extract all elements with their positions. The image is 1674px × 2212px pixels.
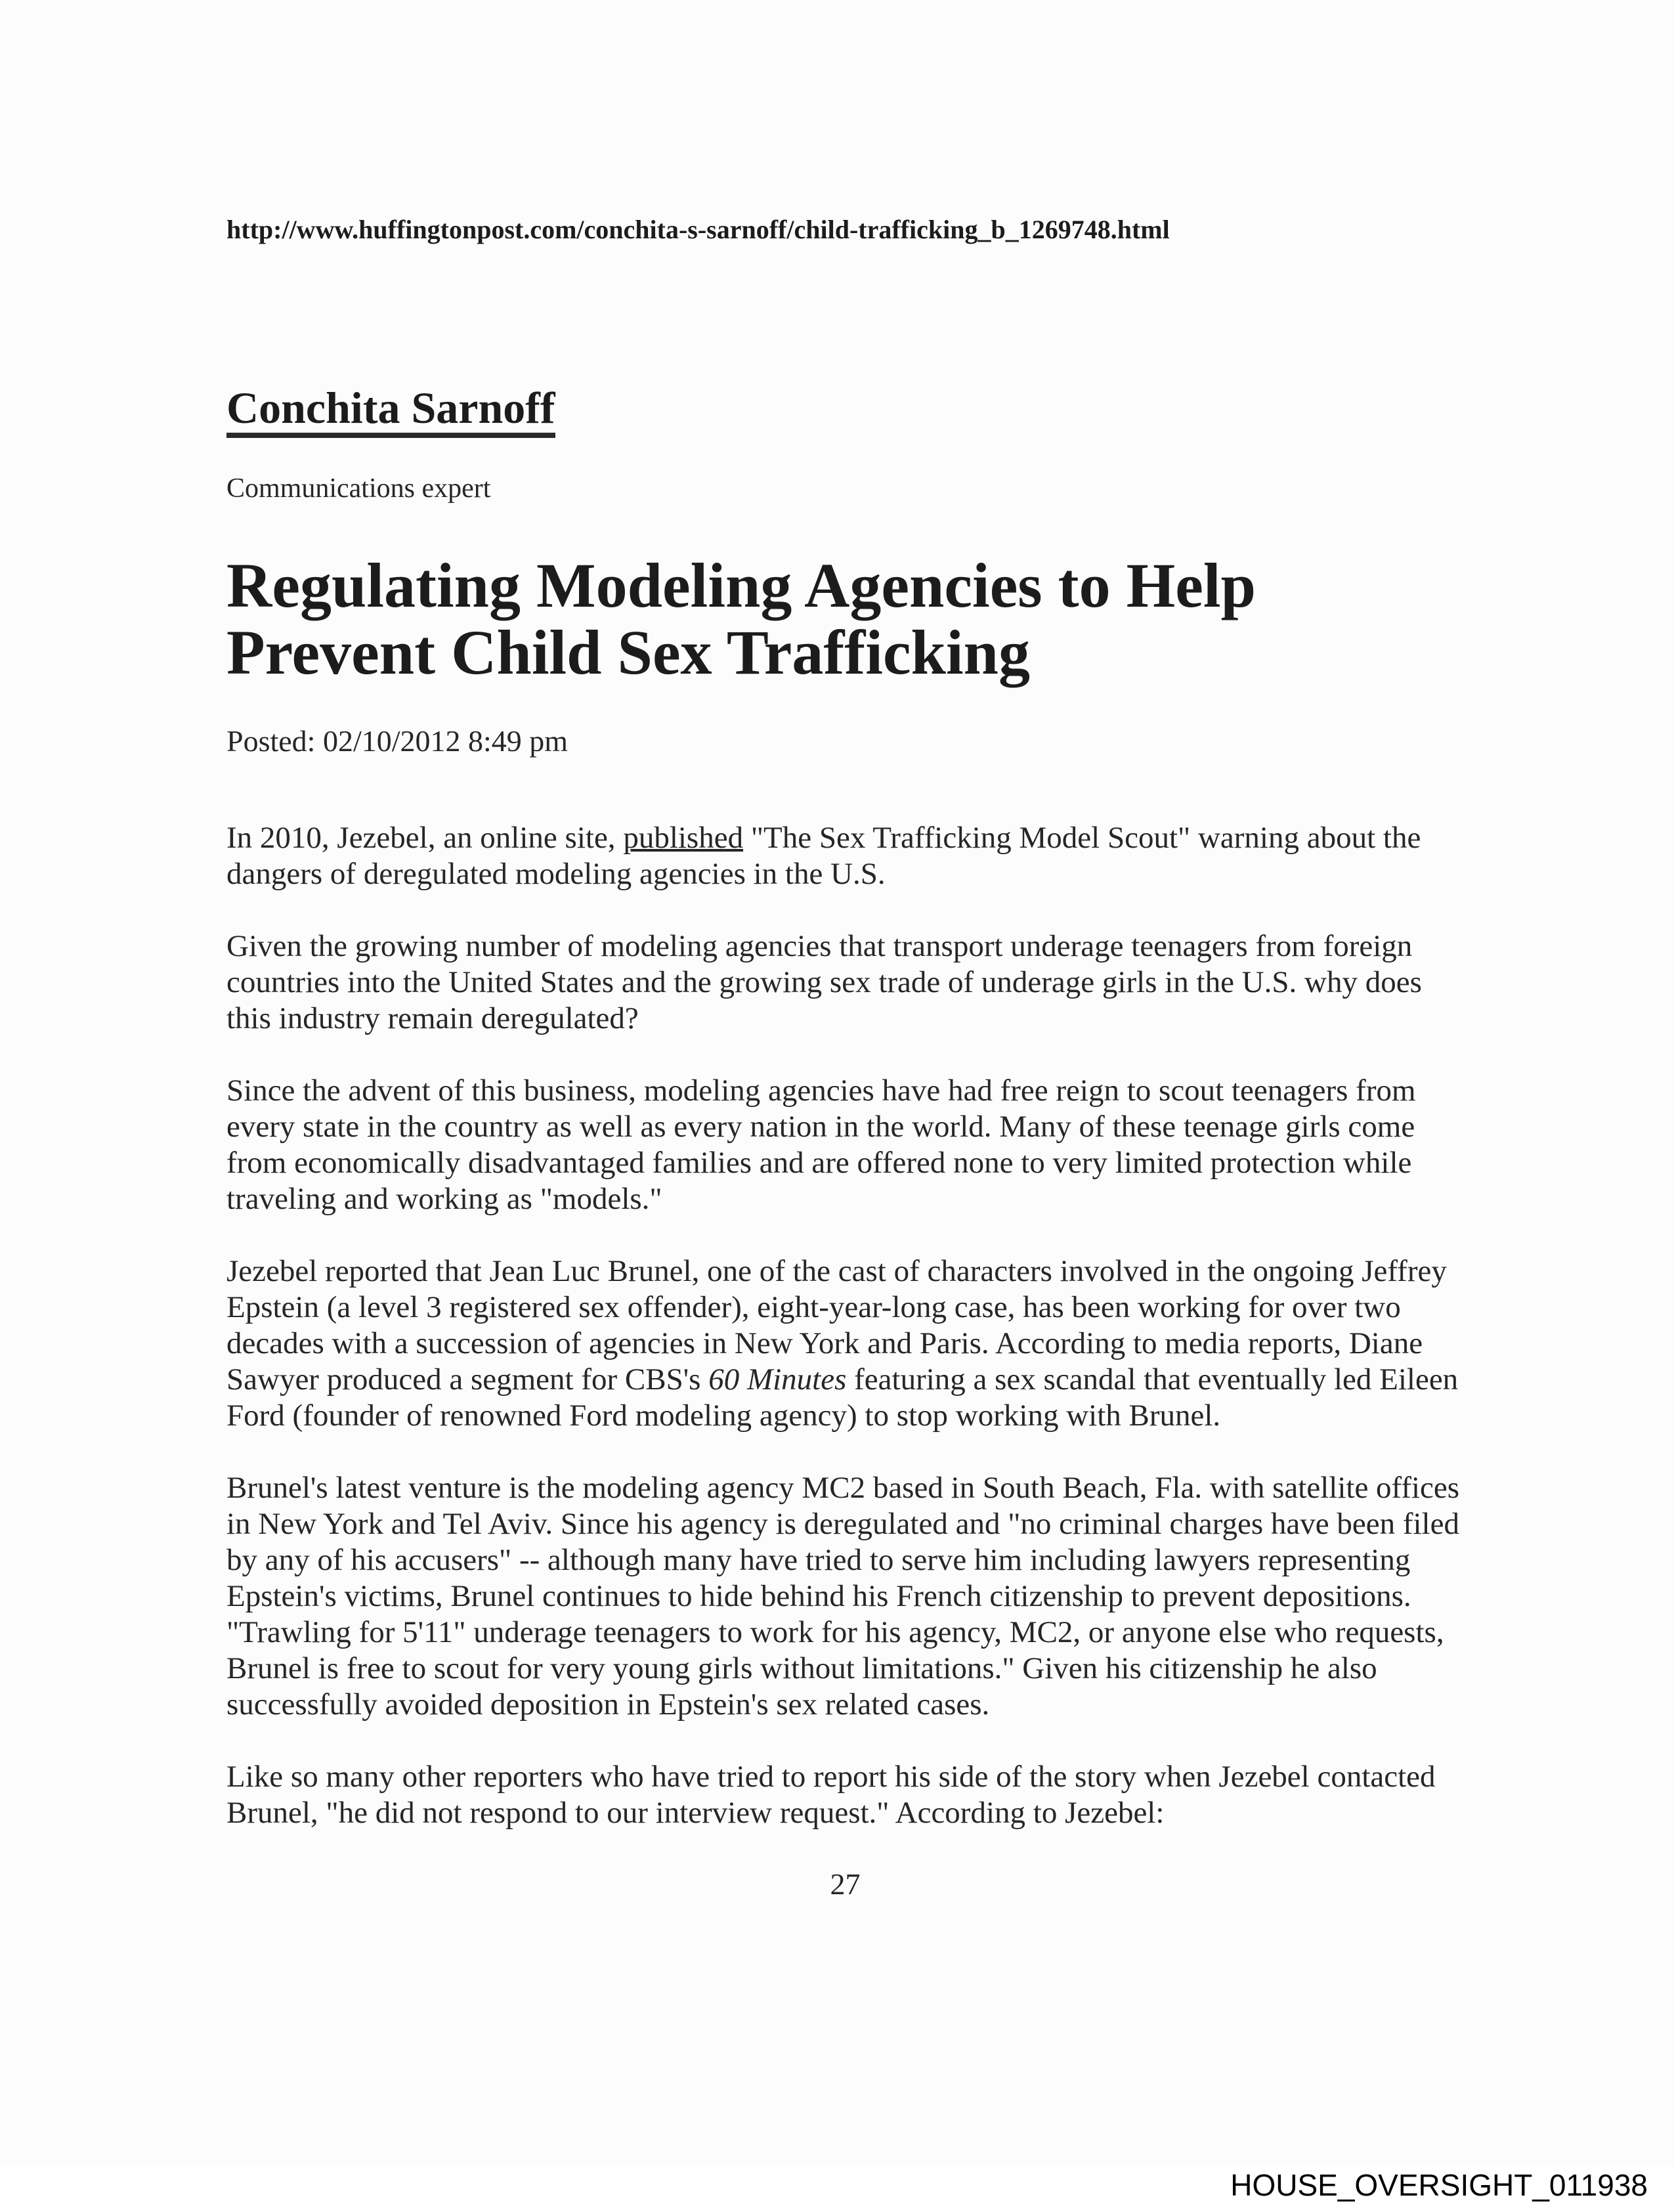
paragraph-text: Like so many other reporters who have tried to report his side of the story when Jezebel contacted Brunel, "he did not respond to our interview request." According to Jezebel: (226, 1760, 1436, 1830)
bates-stamp: HOUSE_OVERSIGHT_011938 (1230, 2168, 1648, 2202)
posted-date: Posted: 02/10/2012 8:49 pm (226, 724, 569, 758)
paragraph (226, 1253, 1464, 1434)
author-heading (226, 385, 1464, 438)
paragraph (226, 1470, 1464, 1723)
paragraph-text: Brunel's latest venture is the modeling agency MC2 based in South Beach, Fla. with satellite offices in New York and Tel Aviv. Since his agency is deregulated and "no criminal charges have been filed by any of his accusers" -- although many have tried to serve him including lawyers representing Epstein's victims, Brunel continues to hide behind his French citizenship to prevent depositions. "Trawling for 5'11" underage teenagers to work for his agency, MC2, or anyone else who requests, Brunel is free to scout for very young girls without limitations." Given his citizenship he also successfully avoided deposition in Epstein's sex related cases. (226, 1471, 1460, 1722)
author-role: Communications expert (226, 473, 491, 504)
article-title (226, 552, 1464, 686)
underlined-link-text: published (623, 821, 744, 855)
paragraph-text: Given the growing number of modeling agencies that transport underage teenagers from foreign countries into the United States and the growing sex trade of underage girls in the U.S. why does this industry remain deregulated? (226, 929, 1422, 1035)
paragraph (226, 820, 1464, 892)
article-body (226, 820, 1464, 1831)
paragraph-text: In 2010, Jezebel, an online site, (226, 821, 624, 855)
page-number: 27 (830, 1867, 861, 1901)
paragraph-text: "The Sex Trafficking Model Scout" warning about the dangers of deregulated modeling agencies in the U.S. (226, 821, 1421, 891)
paragraph-text: featuring a sex scandal that eventually led Eileen Ford (founder of renowned Ford modeling agency) to stop working with Brunel. (226, 1362, 1459, 1433)
article-content (226, 0, 1464, 1901)
paragraph (226, 1759, 1464, 1831)
paragraph-text: Since the advent of this business, modeling agencies have had free reign to scout teenagers from every state in the country as well as every nation in the world. Many of these teenage girls come from economically disadvantaged families and are offered none to very limited protection while traveling and working as "models." (226, 1073, 1416, 1216)
paragraph (226, 1073, 1464, 1217)
author-name: Conchita Sarnoff (226, 385, 555, 438)
paragraph-text: Jezebel reported that Jean Luc Brunel, one of the cast of characters involved in the ongoing Jeffrey Epstein (a level 3 registered sex offender), eight-year-long case, has been working for over two decades with a succession of agencies in New York and Paris. According to media reports, Diane Sawyer produced a segment for CBS's (226, 1254, 1447, 1397)
italic-text: 60 Minutes (708, 1362, 847, 1397)
paragraph (226, 928, 1464, 1037)
article-title-line-1: Regulating Modeling Agencies to Help (226, 550, 1256, 620)
article-title-line-2: Prevent Child Sex Trafficking (226, 617, 1030, 687)
source-url: http://www.huffingtonpost.com/conchita-s-sarnoff/child-trafficking_b_1269748.html (226, 215, 1170, 244)
